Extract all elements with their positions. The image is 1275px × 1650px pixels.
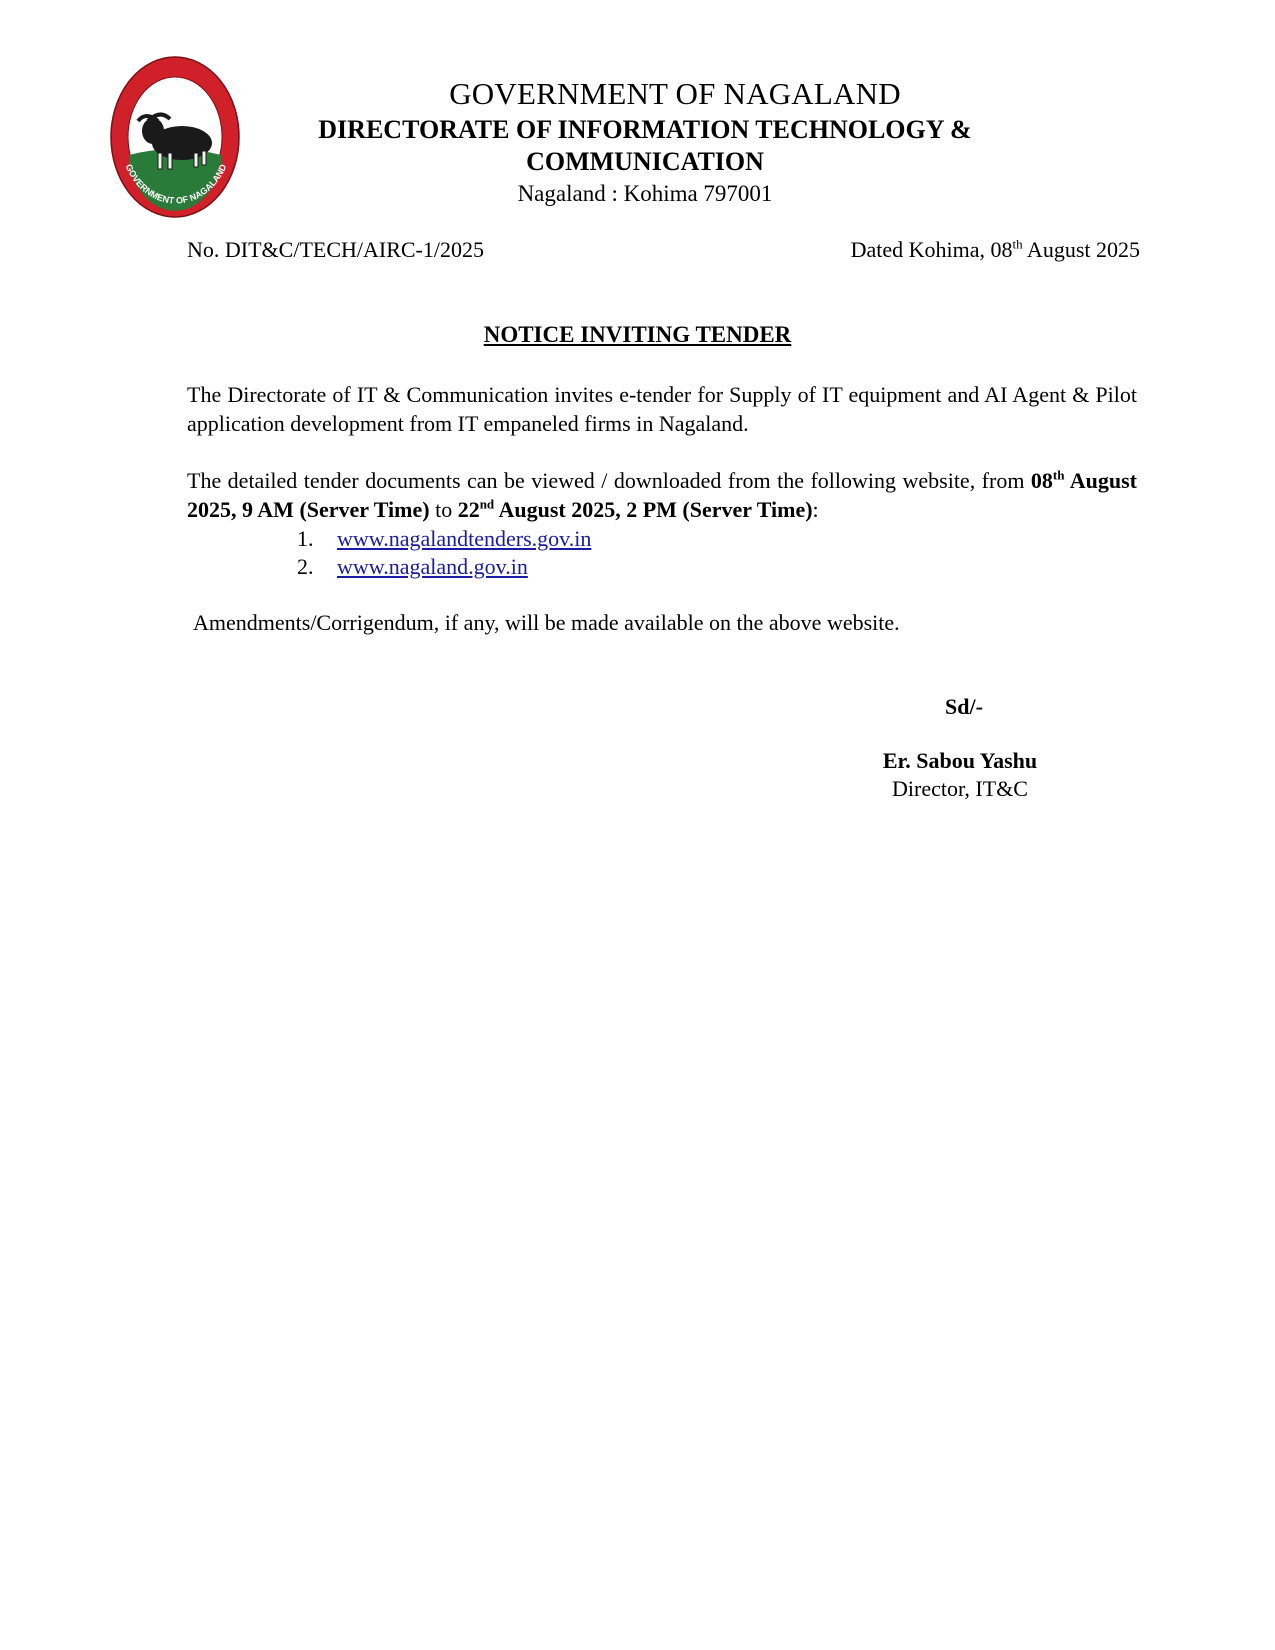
website-link-nagalandtenders[interactable]: www.nagalandtenders.gov.in bbox=[337, 526, 592, 551]
end-date bbox=[458, 497, 813, 522]
government-title: GOVERNMENT OF NAGALAND bbox=[449, 76, 901, 111]
notice-title: NOTICE INVITING TENDER bbox=[483, 322, 792, 347]
notice-paragraph-1: The Directorate of IT & Communication invites e-tender for Supply of IT equipment and AI Agent & Pilot application development from IT empaneled firms in Nagaland. bbox=[187, 382, 1137, 436]
para2-text: The detailed tender documents can be viewed / downloaded from the following website, from bbox=[187, 468, 1025, 493]
department-address: Nagaland : Kohima 797001 bbox=[517, 181, 773, 206]
para2-colon: : bbox=[812, 497, 819, 522]
signed-mark: Sd/- bbox=[945, 694, 983, 719]
date-prefix: Dated Kohima, 08 bbox=[850, 237, 1013, 262]
dated-line bbox=[851, 237, 1140, 263]
start-rest: August 2025, 9 AM (Server Time) bbox=[187, 468, 1137, 522]
end-ordinal: nd bbox=[479, 496, 495, 512]
date-ordinal: th bbox=[1012, 236, 1023, 252]
end-rest: August 2025, 2 PM (Server Time) bbox=[494, 497, 813, 522]
amendment-note: Amendments/Corrigendum, if any, will be made available on the above website. bbox=[193, 610, 900, 635]
start-ordinal: th bbox=[1052, 467, 1065, 483]
date-suffix: August 2025 bbox=[1022, 237, 1140, 262]
department-title-line-2: COMMUNICATION bbox=[526, 147, 764, 176]
department-title-line-1: DIRECTORATE OF INFORMATION TECHNOLOGY & bbox=[318, 115, 972, 144]
list-number: 2. bbox=[297, 554, 314, 579]
website-link-nagaland[interactable]: www.nagaland.gov.in bbox=[337, 554, 528, 579]
website-list-item bbox=[297, 554, 528, 580]
emblem-top-text: UNITY bbox=[158, 79, 193, 94]
date-connector: to bbox=[429, 497, 458, 522]
start-day: 08 bbox=[1030, 468, 1053, 493]
notice-paragraph-2 bbox=[187, 466, 1137, 524]
signatory-name: Er. Sabou Yashu bbox=[882, 748, 1038, 773]
emblem-bottom-text: GOVERNMENT OF NAGALAND bbox=[123, 162, 229, 206]
signatory-title: Director, IT&C bbox=[892, 776, 1028, 801]
reference-number: No. DIT&C/TECH/AIRC-1/2025 bbox=[187, 237, 484, 262]
end-day: 22 bbox=[457, 497, 480, 522]
website-list-item bbox=[297, 526, 591, 552]
list-number: 1. bbox=[297, 526, 314, 551]
